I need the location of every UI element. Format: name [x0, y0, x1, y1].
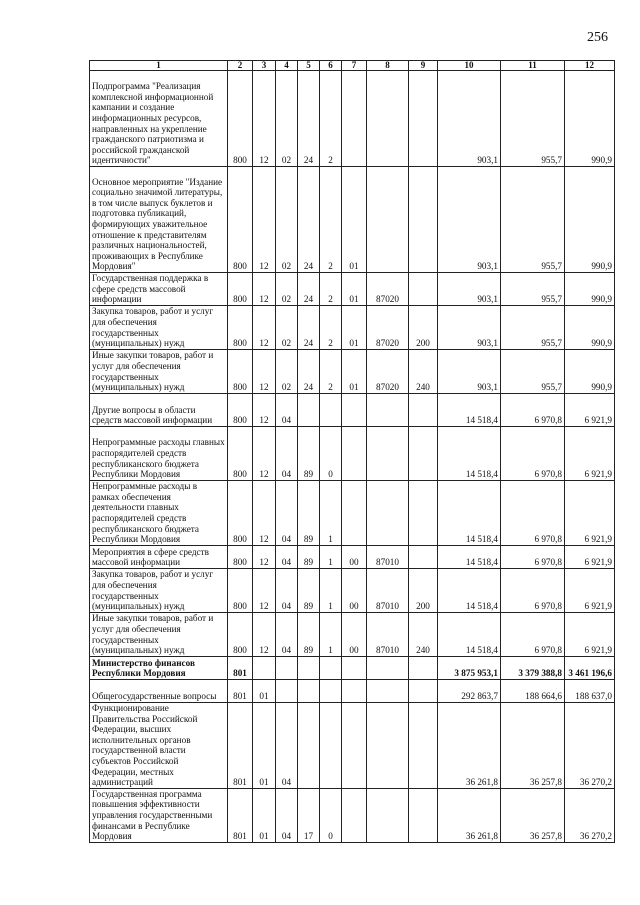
cell-c12: 6 921,9	[565, 568, 615, 612]
cell-c8	[367, 788, 409, 842]
header-cell: 7	[342, 61, 367, 71]
row-name-cell: Подпрограмма "Реализация комплексной информационной кампании и создание информационных ресурсов, направленных на укрепление гражданского патриотизма и российской гражданской идентичности"	[90, 71, 228, 167]
cell-c3: 12	[253, 167, 276, 273]
cell-c3	[253, 656, 276, 679]
row-name-cell: Другие вопросы в области средств массовой информации	[90, 393, 228, 426]
cell-c9	[409, 656, 438, 679]
table-row	[90, 679, 615, 702]
table-row	[90, 305, 615, 349]
cell-c11: 6 970,8	[501, 480, 565, 545]
cell-c2: 800	[228, 612, 253, 656]
row-name-cell: Закупка товаров, работ и услуг для обеспечения государственных (муниципальных) нужд	[90, 568, 228, 612]
cell-c6	[320, 679, 342, 702]
cell-c7	[342, 426, 367, 480]
cell-c2: 801	[228, 656, 253, 679]
cell-c10: 14 518,4	[438, 480, 501, 545]
cell-c9: 200	[409, 568, 438, 612]
cell-c11: 188 664,6	[501, 679, 565, 702]
cell-c4	[276, 679, 298, 702]
cell-c10: 14 518,4	[438, 545, 501, 568]
cell-c5	[298, 702, 320, 788]
cell-c11: 36 257,8	[501, 702, 565, 788]
cell-c3: 12	[253, 305, 276, 349]
cell-c2: 800	[228, 349, 253, 393]
cell-c6: 1	[320, 612, 342, 656]
cell-c4: 02	[276, 349, 298, 393]
header-cell: 8	[367, 61, 409, 71]
cell-c7: 01	[342, 167, 367, 273]
table-row	[90, 612, 615, 656]
cell-c5: 24	[298, 273, 320, 306]
cell-c5: 89	[298, 612, 320, 656]
table-row	[90, 273, 615, 306]
cell-c9	[409, 545, 438, 568]
cell-c8: 87010	[367, 545, 409, 568]
cell-c7	[342, 702, 367, 788]
cell-c10: 3 875 953,1	[438, 656, 501, 679]
cell-c7: 01	[342, 305, 367, 349]
cell-c11: 955,7	[501, 305, 565, 349]
cell-c5: 24	[298, 305, 320, 349]
cell-c3: 12	[253, 349, 276, 393]
cell-c4: 04	[276, 480, 298, 545]
header-cell: 5	[298, 61, 320, 71]
cell-c3: 12	[253, 71, 276, 167]
row-name-cell: Иные закупки товаров, работ и услуг для обеспечения государственных (муниципальных) нужд	[90, 612, 228, 656]
cell-c7: 00	[342, 545, 367, 568]
cell-c3: 12	[253, 568, 276, 612]
header-cell: 1	[90, 61, 228, 71]
cell-c6: 2	[320, 305, 342, 349]
cell-c7	[342, 679, 367, 702]
cell-c6: 0	[320, 426, 342, 480]
cell-c9	[409, 426, 438, 480]
cell-c5: 89	[298, 545, 320, 568]
cell-c10: 903,1	[438, 71, 501, 167]
cell-c5: 24	[298, 167, 320, 273]
table-row	[90, 393, 615, 426]
cell-c11: 6 970,8	[501, 393, 565, 426]
cell-c4: 02	[276, 167, 298, 273]
table-row	[90, 702, 615, 788]
page-number: 256	[587, 30, 608, 45]
cell-c10: 14 518,4	[438, 568, 501, 612]
cell-c2: 800	[228, 393, 253, 426]
cell-c4: 04	[276, 612, 298, 656]
cell-c12: 6 921,9	[565, 612, 615, 656]
cell-c9	[409, 71, 438, 167]
cell-c5: 17	[298, 788, 320, 842]
cell-c7: 00	[342, 612, 367, 656]
header-cell: 2	[228, 61, 253, 71]
table-row	[90, 545, 615, 568]
cell-c8: 87020	[367, 273, 409, 306]
cell-c9: 200	[409, 305, 438, 349]
cell-c8	[367, 480, 409, 545]
cell-c11: 36 257,8	[501, 788, 565, 842]
cell-c3: 12	[253, 273, 276, 306]
cell-c2: 800	[228, 273, 253, 306]
cell-c11: 955,7	[501, 349, 565, 393]
table-row	[90, 167, 615, 273]
cell-c5: 89	[298, 480, 320, 545]
cell-c2: 800	[228, 480, 253, 545]
row-name-cell: Непрограммные расходы главных распорядителей средств республиканского бюджета Республики Мордовия	[90, 426, 228, 480]
cell-c12: 3 461 196,6	[565, 656, 615, 679]
cell-c6: 2	[320, 273, 342, 306]
header-cell: 3	[253, 61, 276, 71]
table-header-row	[90, 61, 615, 71]
cell-c5	[298, 656, 320, 679]
cell-c9	[409, 167, 438, 273]
header-cell: 6	[320, 61, 342, 71]
cell-c10: 903,1	[438, 349, 501, 393]
cell-c4: 04	[276, 393, 298, 426]
cell-c4: 04	[276, 788, 298, 842]
cell-c10: 903,1	[438, 305, 501, 349]
cell-c2: 800	[228, 305, 253, 349]
cell-c8	[367, 702, 409, 788]
cell-c5: 24	[298, 349, 320, 393]
cell-c3: 12	[253, 426, 276, 480]
cell-c8: 87020	[367, 349, 409, 393]
cell-c12: 6 921,9	[565, 393, 615, 426]
cell-c3: 12	[253, 545, 276, 568]
cell-c8: 87010	[367, 612, 409, 656]
cell-c11: 6 970,8	[501, 612, 565, 656]
cell-c2: 800	[228, 568, 253, 612]
cell-c12: 990,9	[565, 71, 615, 167]
table-row	[90, 568, 615, 612]
cell-c8: 87010	[367, 568, 409, 612]
cell-c12: 36 270,2	[565, 702, 615, 788]
header-cell: 10	[438, 61, 501, 71]
row-name-cell: Министерство финансов Республики Мордовия	[90, 656, 228, 679]
cell-c2: 800	[228, 426, 253, 480]
cell-c9: 240	[409, 612, 438, 656]
cell-c6: 1	[320, 545, 342, 568]
cell-c7: 01	[342, 349, 367, 393]
cell-c3: 01	[253, 702, 276, 788]
cell-c3: 01	[253, 679, 276, 702]
cell-c8	[367, 679, 409, 702]
cell-c11: 955,7	[501, 71, 565, 167]
header-cell: 12	[565, 61, 615, 71]
cell-c8	[367, 426, 409, 480]
cell-c10: 14 518,4	[438, 426, 501, 480]
cell-c9	[409, 702, 438, 788]
cell-c5	[298, 393, 320, 426]
cell-c4: 02	[276, 71, 298, 167]
table-row	[90, 656, 615, 679]
cell-c8	[367, 71, 409, 167]
cell-c2: 800	[228, 167, 253, 273]
cell-c12: 188 637,0	[565, 679, 615, 702]
table-row	[90, 426, 615, 480]
budget-table	[89, 60, 615, 843]
cell-c6: 2	[320, 167, 342, 273]
row-name-cell: Основное мероприятие "Издание социально значимой литературы, в том числе выпуск буклетов и подготовка публикаций, формирующих уважительное отношение к представителям различных национальностей, проживающих в Республике Мордовия"	[90, 167, 228, 273]
table-row	[90, 788, 615, 842]
cell-c4	[276, 656, 298, 679]
cell-c6	[320, 702, 342, 788]
table-row	[90, 349, 615, 393]
cell-c12: 6 921,9	[565, 480, 615, 545]
header-cell: 9	[409, 61, 438, 71]
cell-c8	[367, 393, 409, 426]
cell-c10: 36 261,8	[438, 788, 501, 842]
row-name-cell: Государственная программа повышения эффективности управления государственными финансами в Республике Мордовия	[90, 788, 228, 842]
cell-c6: 1	[320, 568, 342, 612]
cell-c8	[367, 656, 409, 679]
cell-c11: 6 970,8	[501, 568, 565, 612]
cell-c4: 04	[276, 568, 298, 612]
cell-c2: 801	[228, 702, 253, 788]
cell-c5	[298, 679, 320, 702]
cell-c12: 6 921,9	[565, 426, 615, 480]
header-cell: 4	[276, 61, 298, 71]
cell-c6: 0	[320, 788, 342, 842]
table-row	[90, 71, 615, 167]
cell-c10: 14 518,4	[438, 393, 501, 426]
cell-c2: 800	[228, 71, 253, 167]
cell-c4: 02	[276, 305, 298, 349]
cell-c4: 04	[276, 702, 298, 788]
cell-c7: 01	[342, 273, 367, 306]
cell-c9: 240	[409, 349, 438, 393]
cell-c4: 02	[276, 273, 298, 306]
cell-c10: 903,1	[438, 273, 501, 306]
cell-c2: 801	[228, 788, 253, 842]
cell-c5: 24	[298, 71, 320, 167]
header-cell: 11	[501, 61, 565, 71]
cell-c11: 3 379 388,8	[501, 656, 565, 679]
cell-c11: 955,7	[501, 273, 565, 306]
cell-c4: 04	[276, 545, 298, 568]
row-name-cell: Непрограммные расходы в рамках обеспечения деятельности главных распорядителей средств республиканского бюджета Республики Мордовия	[90, 480, 228, 545]
cell-c5: 89	[298, 426, 320, 480]
cell-c9	[409, 393, 438, 426]
row-name-cell: Мероприятия в сфере средств массовой информации	[90, 545, 228, 568]
cell-c9	[409, 273, 438, 306]
cell-c8: 87020	[367, 305, 409, 349]
cell-c7: 00	[342, 568, 367, 612]
cell-c6: 1	[320, 480, 342, 545]
cell-c3: 12	[253, 612, 276, 656]
cell-c6	[320, 656, 342, 679]
cell-c8	[367, 167, 409, 273]
cell-c10: 14 518,4	[438, 612, 501, 656]
cell-c3: 12	[253, 480, 276, 545]
cell-c3: 12	[253, 393, 276, 426]
row-name-cell: Государственная поддержка в сфере средств массовой информации	[90, 273, 228, 306]
row-name-cell: Закупка товаров, работ и услуг для обеспечения государственных (муниципальных) нужд	[90, 305, 228, 349]
row-name-cell: Иные закупки товаров, работ и услуг для обеспечения государственных (муниципальных) нужд	[90, 349, 228, 393]
cell-c12: 990,9	[565, 273, 615, 306]
cell-c4: 04	[276, 426, 298, 480]
cell-c3: 01	[253, 788, 276, 842]
cell-c9	[409, 480, 438, 545]
cell-c6: 2	[320, 349, 342, 393]
table-row	[90, 480, 615, 545]
cell-c11: 6 970,8	[501, 545, 565, 568]
cell-c7	[342, 788, 367, 842]
cell-c10: 292 863,7	[438, 679, 501, 702]
cell-c7	[342, 480, 367, 545]
cell-c12: 990,9	[565, 349, 615, 393]
cell-c7	[342, 656, 367, 679]
cell-c12: 990,9	[565, 305, 615, 349]
cell-c6	[320, 393, 342, 426]
cell-c7	[342, 393, 367, 426]
cell-c10: 36 261,8	[438, 702, 501, 788]
cell-c11: 955,7	[501, 167, 565, 273]
cell-c12: 6 921,9	[565, 545, 615, 568]
cell-c9	[409, 788, 438, 842]
cell-c11: 6 970,8	[501, 426, 565, 480]
cell-c5: 89	[298, 568, 320, 612]
cell-c12: 990,9	[565, 167, 615, 273]
cell-c2: 800	[228, 545, 253, 568]
cell-c12: 36 270,2	[565, 788, 615, 842]
row-name-cell: Функционирование Правительства Российской Федерации, высших исполнительных органов государственной власти субъектов Российской Федерации, местных администраций	[90, 702, 228, 788]
row-name-cell: Общегосударственные вопросы	[90, 679, 228, 702]
cell-c2: 801	[228, 679, 253, 702]
cell-c6: 2	[320, 71, 342, 167]
cell-c10: 903,1	[438, 167, 501, 273]
cell-c9	[409, 679, 438, 702]
cell-c7	[342, 71, 367, 167]
